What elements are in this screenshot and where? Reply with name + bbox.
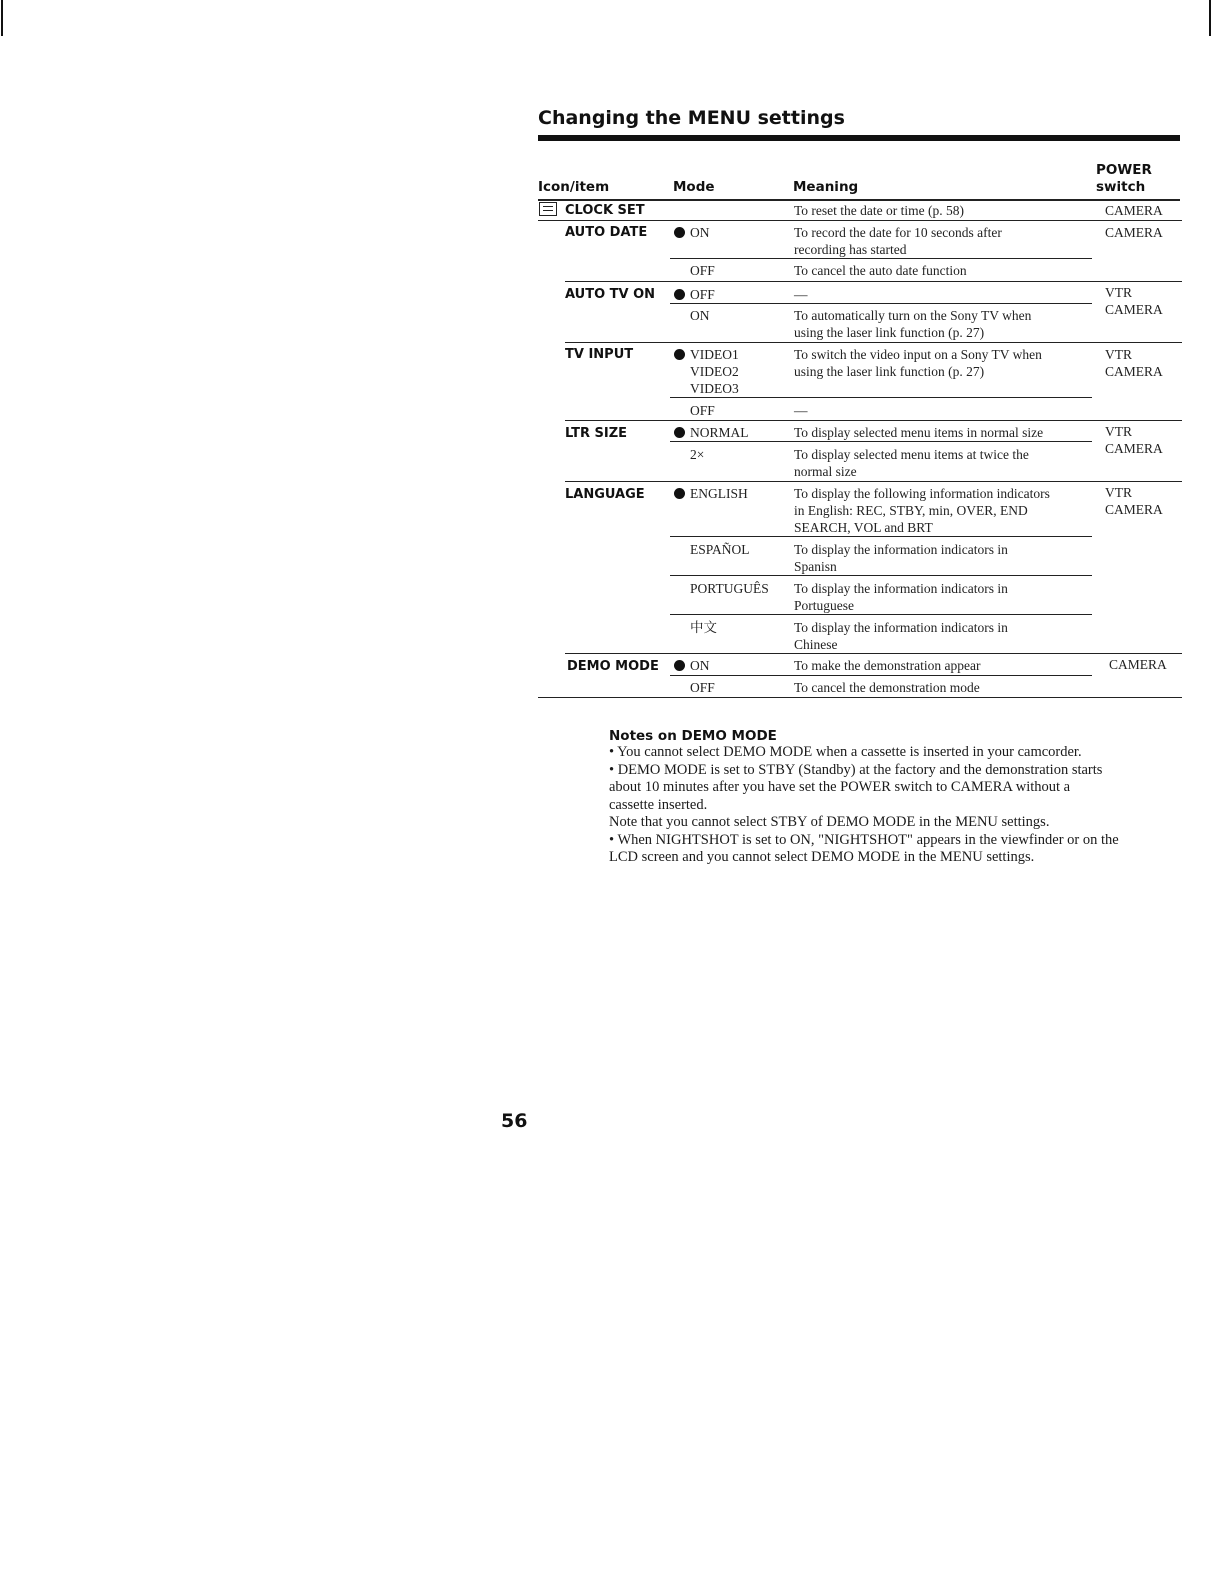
row-divider [538, 697, 1182, 698]
table-meaning: To cancel the demonstration mode [794, 680, 980, 695]
row-divider [565, 342, 1182, 343]
page-number: 56 [501, 1110, 528, 1132]
table-mode-label: VIDEO1 VIDEO2 VIDEO3 [690, 347, 739, 396]
table-power: VTR CAMERA [1105, 424, 1163, 456]
mode-divider [670, 303, 1092, 304]
table-meaning: — [794, 403, 808, 418]
table-mode [690, 679, 715, 696]
table-mode [690, 446, 704, 463]
table-meaning: To display the information indicators in Chinese [794, 620, 1008, 652]
mode-divider [670, 441, 1092, 442]
table-item-label: LTR SIZE [565, 426, 628, 441]
table-mode-label: 2× [690, 447, 705, 462]
table-body [0, 0, 1225, 720]
table-meaning: — [794, 287, 808, 302]
note-item: • DEMO MODE is set to STBY (Standby) at the factory and the demonstration starts about 10 minutes after you have set the POWER switch to CAMERA without a cassette inserted. Note that you cannot select STBY of DEMO MODE in the MENU settings. [609, 762, 1103, 830]
header-mode: Mode [673, 179, 715, 195]
table-meaning: To display the information indicators in Portuguese [794, 581, 1008, 613]
table-mode [690, 541, 750, 558]
default-marker-icon [674, 289, 685, 300]
table-mode-label: ON [690, 658, 710, 673]
table-mode-label: PORTUGUÊS [690, 581, 769, 596]
table-meaning: To reset the date or time (p. 58) [794, 203, 964, 218]
default-marker-icon [674, 427, 685, 438]
row-divider [565, 653, 1182, 654]
header-item: Icon/item [538, 179, 610, 195]
table-mode [674, 346, 739, 397]
table-meaning: To display selected menu items at twice the normal size [794, 447, 1029, 479]
table-mode-label: OFF [690, 287, 715, 302]
mode-divider [670, 614, 1092, 615]
table-mode-label: OFF [690, 263, 715, 278]
mode-divider [670, 397, 1092, 398]
table-mode [674, 657, 710, 674]
table-mode [674, 424, 749, 441]
table-meaning: To display the following information indicators in English: REC, STBY, min, OVER, END SEARCH, VOL and BRT [794, 486, 1050, 535]
section-heading: Changing the MENU settings [538, 107, 845, 129]
table-item-label: CLOCK SET [565, 203, 645, 218]
table-power: VTR CAMERA [1105, 347, 1163, 379]
table-mode-label: ON [690, 308, 710, 323]
table-mode-label: NORMAL [690, 425, 749, 440]
default-marker-icon [674, 349, 685, 360]
note-item: • You cannot select DEMO MODE when a cassette is inserted in your camcorder. [609, 744, 1082, 760]
table-item-label: TV INPUT [565, 347, 634, 362]
table-mode [690, 262, 715, 279]
table-mode [674, 485, 748, 502]
table-meaning: To switch the video input on a Sony TV when using the laser link function (p. 27) [794, 347, 1042, 379]
table-mode-label: ON [690, 225, 710, 240]
table-meaning: To display the information indicators in Spanisn [794, 542, 1008, 574]
table-power: CAMERA [1109, 657, 1167, 672]
table-power: VTR CAMERA [1105, 285, 1163, 317]
table-mode [674, 286, 715, 303]
table-mode [690, 619, 717, 636]
mode-divider [670, 675, 1092, 676]
table-power: CAMERA [1105, 225, 1163, 240]
table-power: VTR CAMERA [1105, 485, 1163, 517]
row-divider [565, 420, 1182, 421]
table-mode-label: OFF [690, 680, 715, 695]
default-marker-icon [674, 660, 685, 671]
mode-divider [670, 575, 1092, 576]
table-mode-label: 中文 [690, 620, 717, 635]
table-item-label: AUTO DATE [565, 225, 648, 240]
table-item-label: DEMO MODE [567, 659, 659, 674]
table-power: CAMERA [1105, 203, 1163, 218]
table-meaning: To display selected menu items in normal size [794, 425, 1044, 440]
header-meaning: Meaning [793, 179, 859, 195]
table-mode [690, 580, 769, 597]
notes-title: Notes on DEMO MODE [609, 728, 777, 744]
table-mode-label: ESPAÑOL [690, 542, 750, 557]
table-mode-label: OFF [690, 403, 715, 418]
mode-divider [670, 536, 1092, 537]
row-divider [538, 220, 1182, 221]
table-meaning: To record the date for 10 seconds after recording has started [794, 225, 1002, 257]
table-mode [674, 224, 710, 241]
table-meaning: To automatically turn on the Sony TV when using the laser link function (p. 27) [794, 308, 1032, 340]
default-marker-icon [674, 227, 685, 238]
table-mode [690, 402, 715, 419]
header-power: POWER switch [1096, 162, 1152, 195]
row-divider [565, 481, 1182, 482]
table-meaning: To cancel the auto date function [794, 263, 967, 278]
table-mode-label: ENGLISH [690, 486, 748, 501]
table-item-label: AUTO TV ON [565, 287, 656, 302]
mode-divider [670, 258, 1092, 259]
default-marker-icon [674, 488, 685, 499]
table-item-label: LANGUAGE [565, 487, 645, 502]
table-meaning: To make the demonstration appear [794, 658, 981, 673]
table-mode [690, 307, 710, 324]
note-item: • When NIGHTSHOT is set to ON, "NIGHTSHOT" appears in the viewfinder or on the LCD screen and you cannot select DEMO MODE in the MENU settings. [609, 832, 1119, 866]
row-divider [565, 281, 1182, 282]
